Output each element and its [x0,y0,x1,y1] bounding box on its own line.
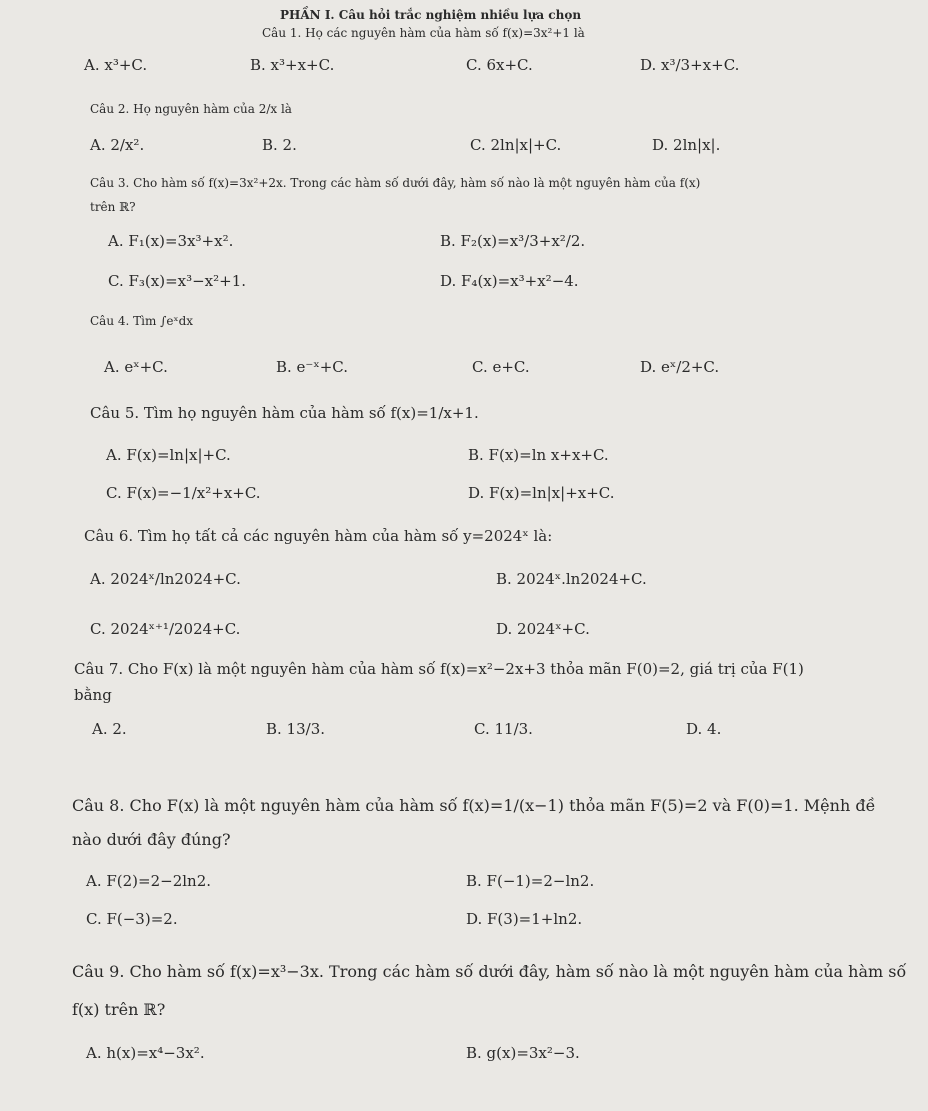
q4-option-c: C. e+C. [472,358,530,376]
q4-option-b: B. e⁻ˣ+C. [276,358,348,376]
question-6-stem: Câu 6. Tìm họ tất cả các nguyên hàm của hàm số y=2024ˣ là: [84,527,553,545]
section-title: PHẦN I. Câu hỏi trắc nghiệm nhiều lựa chọn [280,8,582,22]
q6-option-a: A. 2024ˣ/ln2024+C. [90,570,241,588]
question-9-stem-cont: f(x) trên ℝ? [72,1000,166,1019]
q1-option-c: C. 6x+C. [466,56,533,74]
question-7-stem-cont: bằng [74,686,112,704]
q7-option-d: D. 4. [686,720,722,738]
question-9-stem: Câu 9. Cho hàm số f(x)=x³−3x. Trong các hàm số dưới đây, hàm số nào là một nguyên hàm của hàm số [72,962,907,981]
q6-option-b: B. 2024ˣ.ln2024+C. [496,570,647,588]
q2-option-b: B. 2. [262,136,297,154]
q8-option-b: B. F(−1)=2−ln2. [466,872,595,890]
question-8-stem: Câu 8. Cho F(x) là một nguyên hàm của hàm số f(x)=1/(x−1) thỏa mãn F(5)=2 và F(0)=1. Mệnh đề [72,796,876,815]
q2-option-d: D. 2ln|x|. [652,136,721,154]
question-2-stem: Câu 2. Họ nguyên hàm của 2/x là [90,102,292,116]
question-3-stem: Câu 3. Cho hàm số f(x)=3x²+2x. Trong các hàm số dưới đây, hàm số nào là một nguyên hàm của f(x) [90,176,701,190]
q1-option-b: B. x³+x+C. [250,56,335,74]
q5-option-d: D. F(x)=ln|x|+x+C. [468,484,615,502]
q4-option-a: A. eˣ+C. [104,358,168,376]
q9-option-a: A. h(x)=x⁴−3x². [86,1044,205,1062]
question-8-stem-cont: nào dưới đây đúng? [72,830,231,849]
q1-option-a: A. x³+C. [84,56,148,74]
q7-option-a: A. 2. [92,720,127,738]
question-3-stem-cont: trên ℝ? [90,200,136,214]
q4-option-d: D. eˣ/2+C. [640,358,720,376]
q8-option-c: C. F(−3)=2. [86,910,178,928]
q6-option-c: C. 2024ˣ⁺¹/2024+C. [90,620,241,638]
q7-option-b: B. 13/3. [266,720,326,738]
q5-option-b: B. F(x)=ln x+x+C. [468,446,609,464]
q1-option-d: D. x³/3+x+C. [640,56,740,74]
q3-option-a: A. F₁(x)=3x³+x². [108,232,234,250]
q5-option-a: A. F(x)=ln|x|+C. [106,446,231,464]
q3-option-c: C. F₃(x)=x³−x²+1. [108,272,247,290]
q6-option-d: D. 2024ˣ+C. [496,620,590,638]
q7-option-c: C. 11/3. [474,720,533,738]
q5-option-c: C. F(x)=−1/x²+x+C. [106,484,261,502]
q9-option-b: B. g(x)=3x²−3. [466,1044,580,1062]
q2-option-c: C. 2ln|x|+C. [470,136,562,154]
q3-option-b: B. F₂(x)=x³/3+x²/2. [440,232,586,250]
question-4-stem: Câu 4. Tìm ∫eˣdx [90,314,194,328]
q2-option-a: A. 2/x². [90,136,145,154]
question-1-stem: Câu 1. Họ các nguyên hàm của hàm số f(x)=3x²+1 là [262,26,585,40]
q3-option-d: D. F₄(x)=x³+x²−4. [440,272,579,290]
q8-option-d: D. F(3)=1+ln2. [466,910,583,928]
q8-option-a: A. F(2)=2−2ln2. [86,872,212,890]
question-5-stem: Câu 5. Tìm họ nguyên hàm của hàm số f(x)=1/x+1. [90,404,479,422]
question-7-stem: Câu 7. Cho F(x) là một nguyên hàm của hàm số f(x)=x²−2x+3 thỏa mãn F(0)=2, giá trị của F(1) [74,660,804,678]
